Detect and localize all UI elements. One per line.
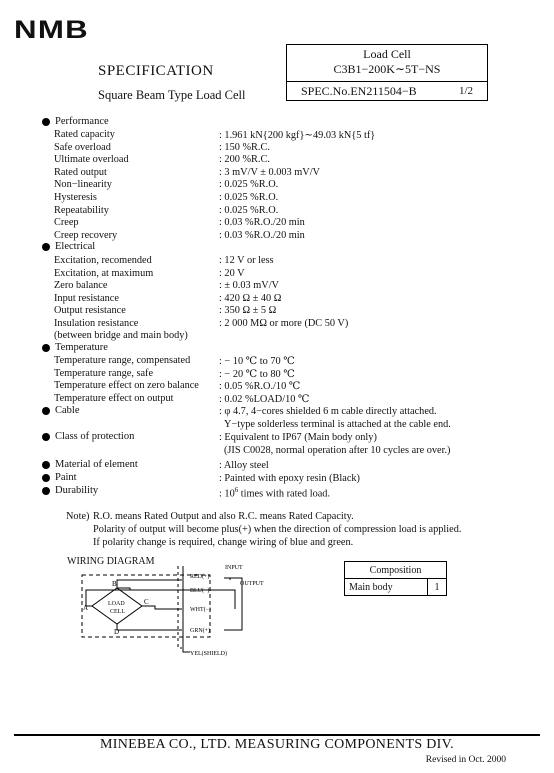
bullet-icon bbox=[42, 243, 50, 251]
section-title: Electrical bbox=[55, 241, 96, 252]
row-value: : 12 V or less bbox=[219, 255, 274, 266]
row-value: : 350 Ω ± 5 Ω bbox=[219, 305, 277, 317]
row-label: Repeatability bbox=[54, 204, 109, 216]
model-number: C3B1−200K∼5T−NS bbox=[333, 62, 441, 76]
composition-table bbox=[344, 561, 447, 596]
composition-qty: 1 bbox=[428, 579, 447, 596]
node-d-label: D bbox=[114, 628, 120, 636]
row-value: : 200 %R.C. bbox=[219, 154, 270, 166]
node-b-label: B bbox=[112, 580, 117, 588]
row-value: : 0.025 %R.O. bbox=[219, 192, 279, 203]
row-label: Temperature range, compensated bbox=[54, 355, 191, 366]
product-name: Load Cell bbox=[363, 47, 411, 61]
row-label: Creep bbox=[54, 217, 79, 229]
row-label: Zero balance bbox=[54, 280, 108, 292]
document-subtitle: Square Beam Type Load Cell bbox=[98, 88, 246, 102]
row-label: Rated capacity bbox=[54, 129, 115, 140]
bullet-icon bbox=[42, 344, 50, 352]
header-info-box bbox=[286, 44, 488, 101]
cell-label-1: LOAD bbox=[108, 601, 125, 607]
revised-date: Revised in Oct. 2000 bbox=[425, 755, 506, 765]
section-paint bbox=[42, 472, 77, 483]
composition-header: Composition bbox=[345, 562, 447, 579]
output-label: OUTPUT bbox=[240, 581, 264, 587]
row-label: Creep recovery bbox=[54, 229, 118, 241]
section-protection bbox=[42, 431, 134, 442]
durability-value: : $10^6$ times with rated load. bbox=[219, 486, 331, 500]
row-value: : 0.025 %R.O. bbox=[219, 204, 279, 216]
row-label: Hysteresis bbox=[54, 192, 97, 203]
durability-exponent: 6 bbox=[234, 486, 239, 494]
row-label: Temperature range, safe bbox=[54, 367, 154, 379]
row-label: Insulation resistance bbox=[54, 318, 139, 329]
row-value: : ± 0.03 mV/V bbox=[219, 280, 279, 292]
cable-value: : φ 4.7, 4−cores shielded 6 m cable directly attached. bbox=[219, 406, 437, 417]
row-label: Temperature effect on output bbox=[54, 392, 174, 404]
row-label: Safe overload bbox=[54, 141, 111, 153]
row-value: : 420 Ω ± 40 Ω bbox=[219, 292, 282, 304]
row-value: : 3 mV/V ± 0.003 mV/V bbox=[219, 166, 320, 178]
row-value: : 0.02 %LOAD/10 ℃ bbox=[219, 393, 310, 405]
row-value: : 1.961 kN{200 kgf}∼49.03 kN{5 tf} bbox=[219, 130, 376, 141]
paint-value: : Painted with epoxy resin (Black) bbox=[219, 473, 360, 484]
section-material bbox=[42, 459, 138, 470]
cable-value-cont: Y−type solderless terminal is attached at the cable end. bbox=[224, 419, 451, 430]
composition-item: Main body bbox=[345, 579, 428, 596]
section-cable bbox=[42, 405, 80, 416]
row-value: : − 10 ℃ to 70 ℃ bbox=[219, 356, 295, 367]
spec-number: SPEC.No.EN211504−B bbox=[301, 84, 417, 98]
row-label: Ultimate overload bbox=[54, 154, 129, 166]
page-number: 1/2 bbox=[458, 85, 473, 97]
row-label: Excitation, at maximum bbox=[54, 267, 154, 279]
protection-value: : Equivalent to IP67 (Main body only) bbox=[219, 432, 377, 443]
row-value: : 0.05 %R.O./10 ℃ bbox=[219, 381, 301, 393]
input-label: INPUT bbox=[225, 565, 243, 571]
row-value: : 0.03 %R.O./20 min bbox=[219, 217, 305, 229]
bullet-icon bbox=[42, 407, 50, 415]
section-title: Paint bbox=[55, 472, 77, 483]
section-title: Temperature bbox=[55, 342, 108, 353]
wiring-diagram bbox=[70, 560, 270, 665]
section-title: Cable bbox=[55, 405, 80, 416]
header-divider bbox=[287, 81, 487, 82]
footer-divider bbox=[14, 734, 540, 736]
row-value: : 0.03 %R.O./20 min bbox=[219, 229, 305, 241]
row-label: Temperature effect on zero balance bbox=[54, 380, 199, 392]
row-label: Rated output bbox=[54, 166, 107, 178]
wire-shield-label: YEL(SHIELD) bbox=[190, 651, 227, 657]
bullet-icon bbox=[42, 461, 50, 469]
note-prefix: Note) bbox=[66, 511, 90, 522]
note-line-3: If polarity change is required, change wiring of blue and green. bbox=[93, 537, 354, 548]
section-title: Performance bbox=[55, 116, 109, 127]
note-line-1: R.O. means Rated Output and also R.C. means Rated Capacity. bbox=[93, 511, 354, 522]
row-label: Non−linearity bbox=[54, 179, 112, 191]
note-line-2: Polarity of output will become plus(+) when the direction of compression load is applied. bbox=[93, 524, 462, 535]
section-temperature bbox=[42, 342, 108, 353]
document-title: SPECIFICATION bbox=[98, 63, 214, 79]
cell-label-2: CELL bbox=[110, 609, 125, 615]
company-logo: NMB bbox=[14, 16, 89, 44]
wire-wht-label: WHT(−) bbox=[190, 607, 212, 613]
node-c-label: C bbox=[144, 598, 149, 606]
section-title: Class of protection bbox=[55, 431, 135, 442]
row-value: : 20 V bbox=[219, 267, 245, 279]
section-durability bbox=[42, 485, 98, 496]
section-electrical bbox=[42, 241, 95, 252]
wiring-diagram-title: WIRING DIAGRAM bbox=[67, 556, 155, 567]
wire-red-label: RED(+) bbox=[190, 574, 210, 580]
section-title: Durability bbox=[55, 485, 99, 496]
material-value: : Alloy steel bbox=[219, 460, 269, 471]
row-label: Excitation, recomended bbox=[54, 255, 152, 266]
node-a-label: A bbox=[83, 604, 89, 612]
bullet-icon bbox=[42, 474, 50, 482]
bullet-icon bbox=[42, 433, 50, 441]
footer-company: MINEBEA CO., LTD. MEASURING COMPONENTS DIV. bbox=[100, 737, 454, 752]
bullet-icon bbox=[42, 487, 50, 495]
protection-value-cont: (JIS C0028, normal operation after 10 cycles are over.) bbox=[224, 445, 451, 456]
row-value: : 150 %R.C. bbox=[219, 141, 270, 153]
row-value: : 2 000 MΩ or more (DC 50 V) bbox=[219, 318, 349, 329]
bullet-icon bbox=[42, 118, 50, 126]
row-value: : − 20 ℃ to 80 ℃ bbox=[219, 368, 295, 380]
row-value: : 0.025 %R.O. bbox=[219, 179, 279, 191]
row-label: Input resistance bbox=[54, 292, 119, 304]
wire-blu-label: BLU(−) bbox=[190, 588, 210, 594]
row-label: Output resistance bbox=[54, 305, 126, 317]
section-performance bbox=[42, 116, 109, 127]
wire-grn-label: GRN(+) bbox=[190, 628, 211, 634]
section-title: Material of element bbox=[55, 459, 138, 470]
